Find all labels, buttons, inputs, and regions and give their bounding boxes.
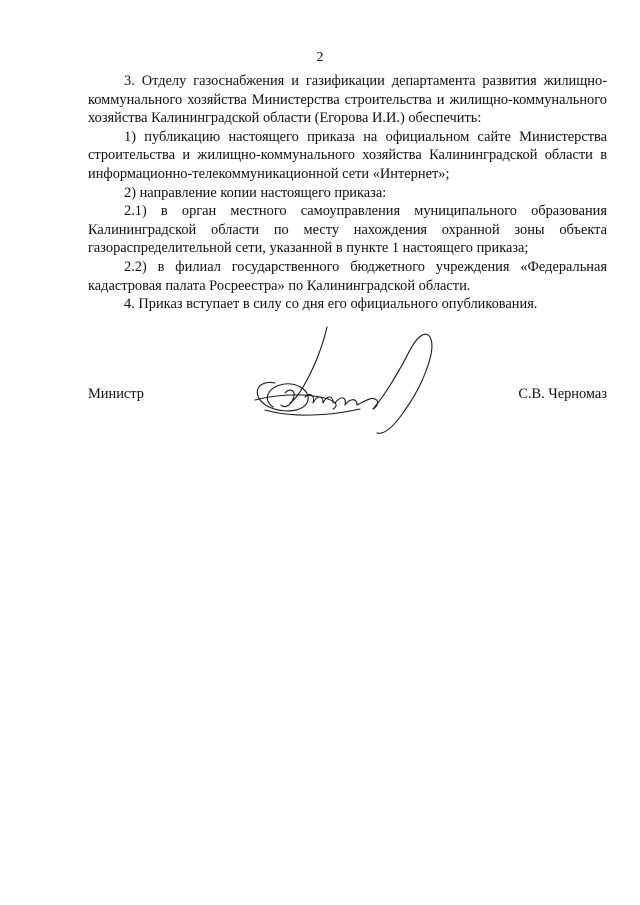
paragraph-3: 3. Отделу газоснабжения и газификации департамента развития жилищно-коммунального хозяйства Министерства строительства и жилищно-коммунального хозяйства Калининградской области (Егорова И.И.) обеспечить: (88, 73, 607, 127)
handwritten-signature-icon (245, 325, 450, 440)
paragraph-3-2: 2) направление копии настоящего приказа: (124, 184, 387, 201)
paragraph-4: 4. Приказ вступает в силу со дня его официального опубликования. (124, 296, 538, 313)
paragraph-3-2-1: 2.1) в орган местного самоуправления муниципального образования Калининградской области по месту нахождения охранной зоны объекта газораспределительной сети, указанной в пункте 1 настоящего приказа; (88, 203, 607, 257)
order-text (88, 72, 607, 314)
signatory-name: С.В. Черномаз (518, 386, 607, 402)
paragraph-3-1: 1) публикацию настоящего приказа на официальном сайте Министерства строительства и жилищно-коммунального хозяйства Калининградской области в информационно-телекоммуникационной сети «Интернет»; (88, 128, 607, 182)
signatory-title: Министр (88, 386, 144, 402)
paragraph-3-2-2: 2.2) в филиал государственного бюджетного учреждения «Федеральная кадастровая палата Росреестра» по Калининградской области. (88, 258, 607, 294)
page-number: 2 (316, 50, 324, 65)
